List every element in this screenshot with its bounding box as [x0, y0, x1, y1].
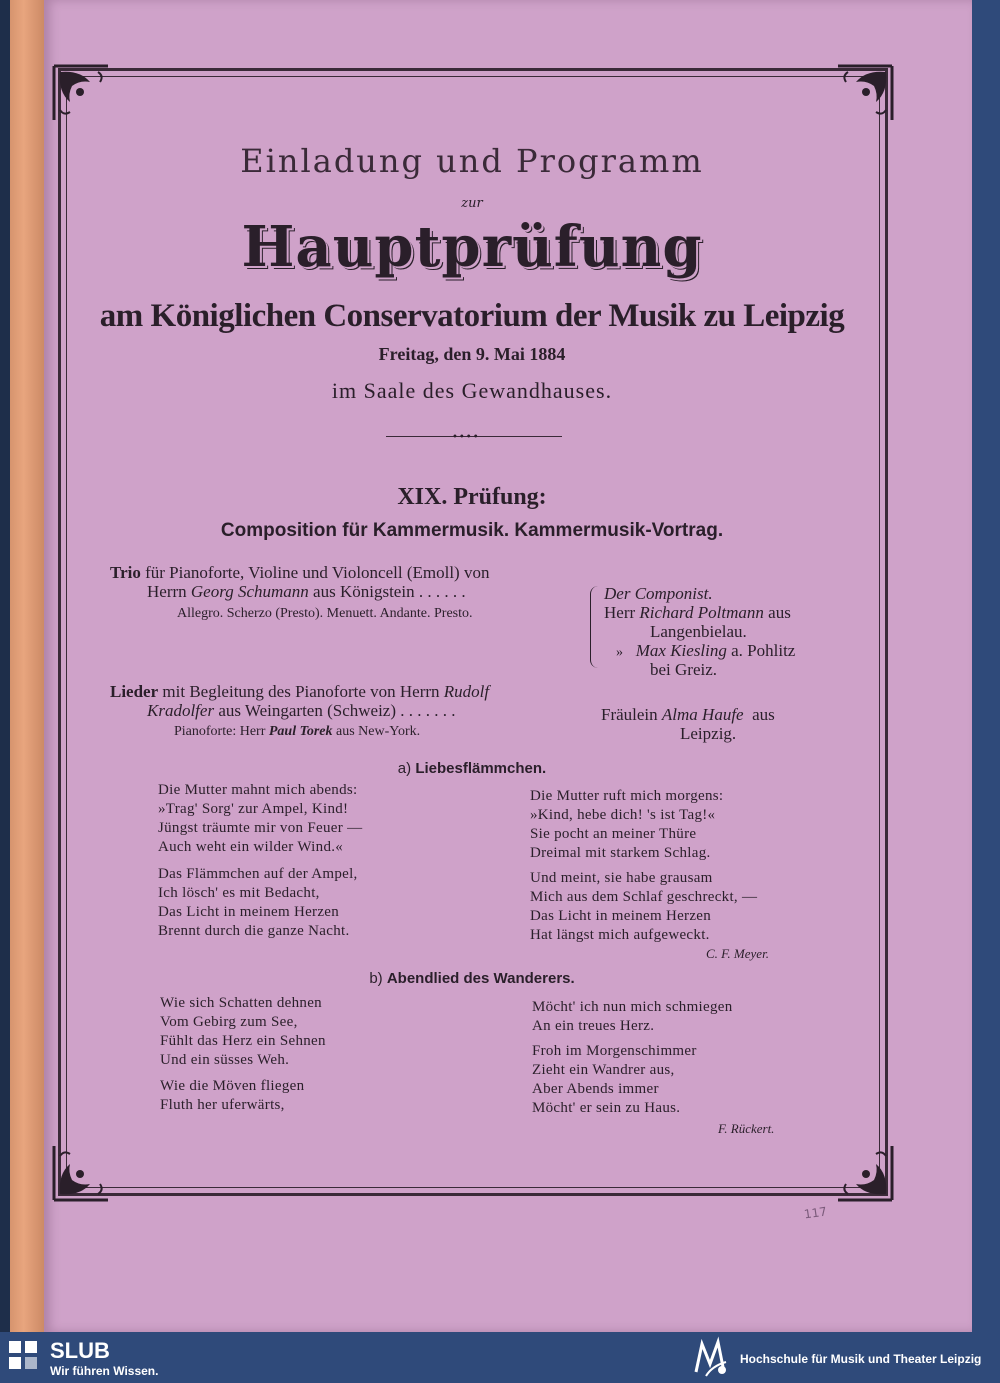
corner-ornament-icon — [50, 62, 112, 124]
lieder-accompaniment: mit Begleitung des Pianoforte von Herrn — [162, 682, 440, 701]
lieder-pianist-origin: aus New-York. — [336, 724, 421, 739]
song-a-heading — [0, 760, 944, 777]
song-b-author: F. Rückert. — [718, 1121, 775, 1136]
heading-conservatory: am Königlichen Conservatorium der Musik zu Leipzig — [99, 298, 845, 334]
divider-ornament: •••• — [452, 432, 480, 443]
song-a-title: Liebesflämmchen. — [415, 760, 547, 777]
trio-composer: Georg Schumann — [190, 582, 309, 601]
song-a-marker: a) — [397, 760, 412, 777]
song-b-marker: b) — [369, 970, 383, 987]
song-b-title: Abendlied des Wanderers. — [386, 970, 575, 987]
lieder-performer-1 — [601, 705, 775, 724]
song-a-author: C. F. Meyer. — [706, 946, 769, 961]
library-tagline: Wir führen Wissen. — [50, 1364, 159, 1378]
lieder-composer-first: Rudolf — [443, 682, 490, 701]
trio-line-1 — [110, 563, 489, 582]
trio-movements: Allegro. Scherzo (Presto). Menuett. Andante. Presto. — [177, 606, 473, 621]
trio-herrn: Herrn — [147, 582, 187, 601]
lieder-line-2 — [147, 701, 456, 720]
lieder-aus: aus — [752, 705, 775, 724]
song-a-left-stanza-2: Das Flämmchen auf der Ampel, Ich lösch' es mit Bedacht, Das Licht in meinem Herzen Brennt durch die ganze Nacht. — [158, 866, 358, 939]
background-stripe — [972, 0, 1000, 1332]
trio-performer-4 — [616, 641, 795, 662]
institution-name: Hochschule für Musik und Theater Leipzig — [740, 1352, 982, 1366]
footer-bar — [0, 1332, 1000, 1383]
song-b-right-stanza-1: Möcht' ich nun mich schmiegen An ein treues Herz. — [532, 999, 733, 1034]
song-a-left-stanza-1: Die Mutter mahnt mich abends: »Trag' Sorg' zur Ampel, Kind! Jüngst träumte mir von Feuer — Auch weht ein wilder Wind.« — [158, 782, 363, 855]
heading-invitation: Einladung und Programm — [240, 142, 704, 180]
hmt-logo-icon — [692, 1336, 730, 1378]
corner-ornament-icon — [834, 1142, 896, 1204]
trio-aus: aus — [768, 603, 791, 622]
lieder-pianist: Paul Torek — [268, 724, 333, 739]
lieder-performer-2: Leipzig. — [680, 724, 737, 743]
trio-performer-5: bei Greiz. — [650, 660, 718, 679]
trio-ditto: » — [616, 645, 623, 660]
heading-venue: im Saale des Gewandhauses. — [331, 378, 613, 403]
corner-ornament-icon — [834, 62, 896, 124]
trio-instrumentation: für Pianoforte, Violine und Violoncell (Emoll) von — [145, 563, 490, 582]
handwritten-page-number: 117 — [803, 1204, 828, 1222]
heading-main-title: Hauptprüfung — [241, 214, 703, 280]
trio-label: Trio — [110, 563, 141, 582]
song-a-right-stanza-2: Und meint, sie habe grausam Mich aus dem Schlaf geschreckt, — Das Licht in meinem Herzen Hat längst mich aufgeweckt. — [530, 870, 758, 943]
song-b-heading — [0, 970, 944, 987]
trio-performer-1: Der Componist. — [604, 584, 713, 603]
slub-logo-icon — [8, 1340, 38, 1370]
lieder-fraulein: Fräulein — [601, 705, 658, 724]
lieder-label: Lieder — [110, 682, 159, 701]
lieder-singer: Alma Haufe — [661, 705, 744, 724]
performer-brace — [590, 586, 603, 668]
lieder-line-3 — [174, 722, 420, 741]
trio-origin: aus Königstein . . . . . . — [313, 582, 466, 601]
song-a-right-stanza-1: Die Mutter ruft mich morgens: »Kind, hebe dich! 's ist Tag!« Sie pocht an meiner Thüre Dreimal mit starkem Schlag. — [530, 788, 724, 861]
trio-violinist: Richard Poltmann — [639, 603, 764, 622]
trio-cellist: Max Kiesling — [635, 641, 727, 660]
lieder-composer-last: Kradolfer — [147, 701, 215, 720]
trio-performer-2 — [604, 603, 791, 622]
program-title: XIX. Prüfung: — [397, 484, 547, 510]
corner-ornament-icon — [50, 1142, 112, 1204]
library-name: SLUB — [50, 1338, 110, 1363]
song-b-left-stanza-2: Wie die Möven fliegen Fluth her uferwärts, — [160, 1078, 305, 1113]
trio-cellist-origin: a. Pohlitz — [731, 641, 796, 660]
lieder-line-1 — [110, 682, 489, 701]
lieder-pianoforte: Pianoforte: Herr — [174, 724, 266, 739]
song-b-right-stanza-2: Froh im Morgenschimmer Zieht ein Wandrer aus, Aber Abends immer Möcht' er sein zu Haus. — [532, 1043, 697, 1116]
song-b-left-stanza-1: Wie sich Schatten dehnen Vom Gebirg zum See, Fühlt das Herz ein Sehnen Und ein süsses Weh. — [160, 995, 326, 1068]
heading-zur: zur — [461, 196, 483, 211]
lieder-origin: aus Weingarten (Schweiz) . . . . . . . — [218, 701, 456, 720]
heading-date: Freitag, den 9. Mai 1884 — [378, 344, 566, 364]
trio-performer-3: Langenbielau. — [650, 622, 747, 641]
trio-herr: Herr — [604, 603, 636, 622]
program-subtitle: Composition für Kammermusik. Kammermusik-Vortrag. — [220, 520, 724, 541]
trio-line-2 — [147, 582, 466, 601]
